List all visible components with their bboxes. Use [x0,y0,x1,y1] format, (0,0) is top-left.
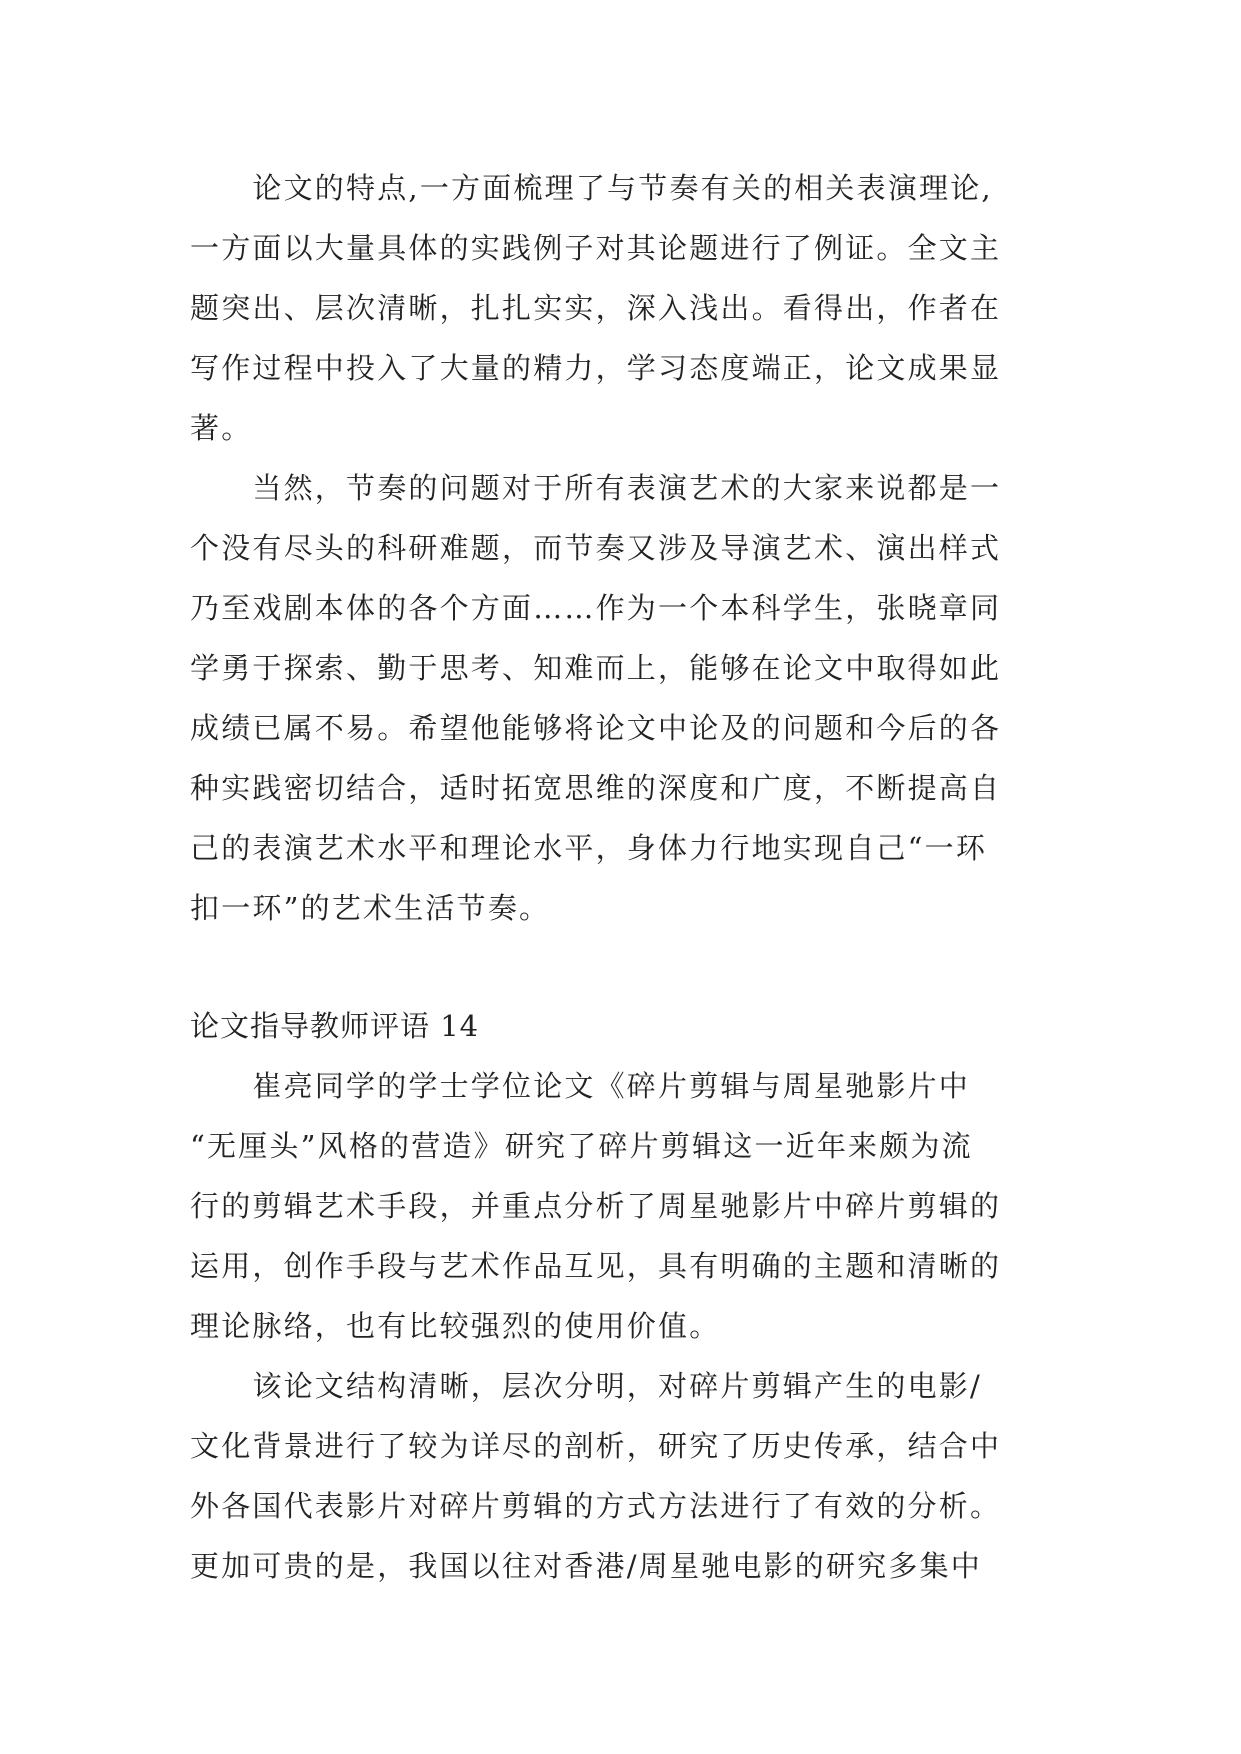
section-heading: 论文指导教师评语 14 [190,1009,480,1043]
text-line: 种实践密切结合，适时拓宽思维的深度和广度，不断提高自 [190,771,1002,805]
text-line: 乃至戏剧本体的各个方面……作为一个本科学生，张晓章同 [190,591,1002,625]
paragraph [190,458,1060,938]
text-line: 成绩已属不易。希望他能够将论文中论及的问题和今后的各 [190,711,1002,745]
paragraph [190,1056,1060,1356]
paragraph [190,158,1060,458]
text-line: 一方面以大量具体的实践例子对其论题进行了例证。全文主 [190,231,1002,265]
text-line: 学勇于探索、勤于思考、知难而上，能够在论文中取得如此 [190,651,1002,685]
text-line: 崔亮同学的学士学位论文《碎片剪辑与周星驰影片中 [190,1069,971,1103]
text-line: 外各国代表影片对碎片剪辑的方式方法进行了有效的分析。 [190,1489,1002,1523]
text-line: 论文的特点,一方面梳理了与节奏有关的相关表演理论, [190,171,993,205]
text-line: 理论脉络，也有比较强烈的使用价值。 [190,1309,721,1343]
document-body [190,158,1060,1596]
text-line: 写作过程中投入了大量的精力，学习态度端正，论文成果显 [190,351,1002,385]
text-line: 扣一环”的艺术生活节奏。 [190,891,551,925]
text-line: 该论文结构清晰，层次分明，对碎片剪辑产生的电影/ [190,1369,982,1403]
text-line: 己的表演艺术水平和理论水平，身体力行地实现自己“一环 [190,831,988,865]
text-line: 题突出、层次清晰，扎扎实实，深入浅出。看得出，作者在 [190,291,1002,325]
text-line: 运用，创作手段与艺术作品互见，具有明确的主题和清晰的 [190,1249,1002,1283]
text-line: 更加可贵的是，我国以往对香港/周星驰电影的研究多集中 [190,1549,982,1583]
text-line: 当然，节奏的问题对于所有表演艺术的大家来说都是一 [190,471,1002,505]
text-line: 个没有尽头的科研难题，而节奏又涉及导演艺术、演出样式 [190,531,1002,565]
text-line: 行的剪辑艺术手段，并重点分析了周星驰影片中碎片剪辑的 [190,1189,1002,1223]
text-line: “无厘头”风格的营造》研究了碎片剪辑这一近年来颇为流 [190,1129,973,1163]
text-line: 著。 [190,411,253,445]
paragraph [190,1356,1060,1596]
text-line: 文化背景进行了较为详尽的剖析，研究了历史传承，结合中 [190,1429,1002,1463]
